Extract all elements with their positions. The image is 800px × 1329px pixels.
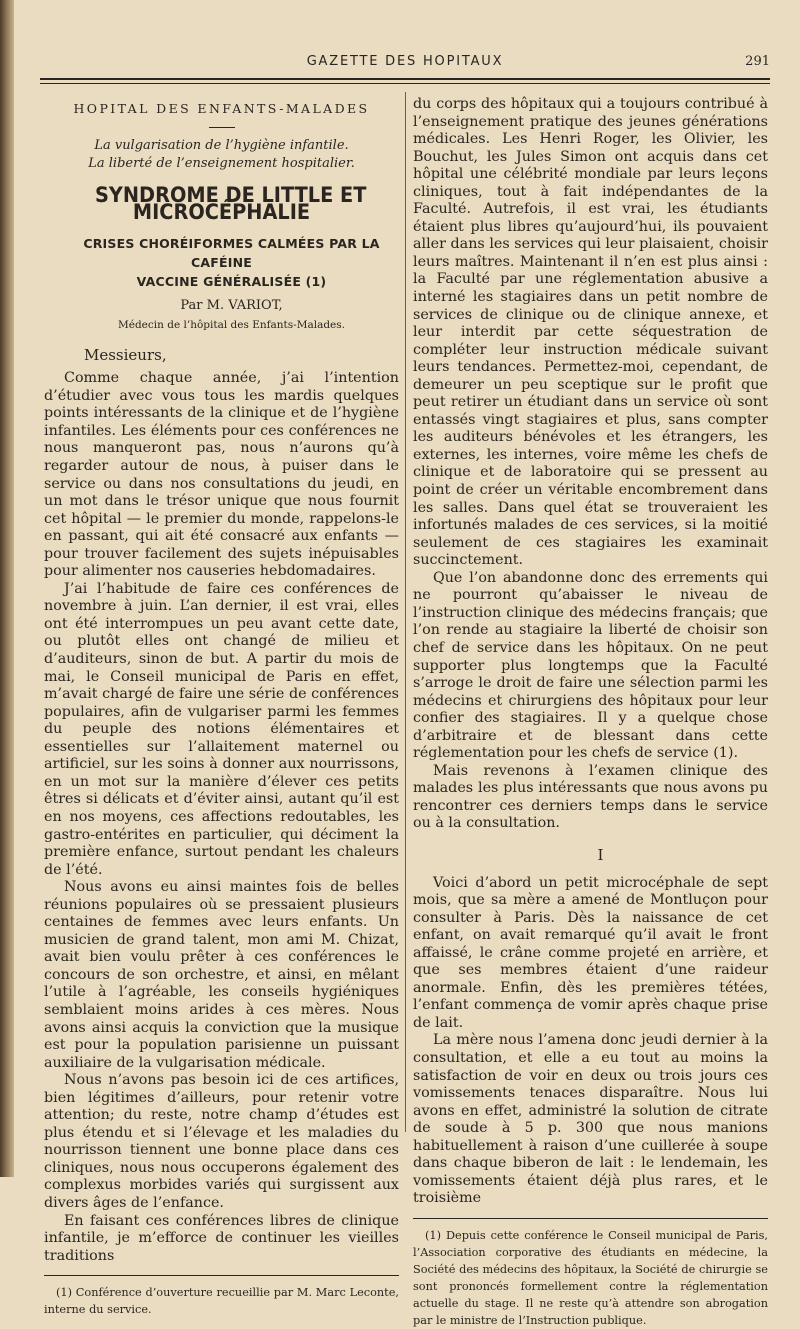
footnote-rule — [44, 1275, 399, 1276]
body-paragraph: Comme chaque année, j’ai l’intention d’étudier avec vous tous les mardis quelques points intéressants de la clinique et de l’hygiène infantiles. Les éléments pour ces conférences ne nous manqueront pas, nous n’aurons qu’à regarder autour de nous, à puiser dans le service ou dans nos consultations du jeudi, en un mot dans le trésor unique que nous fournit cet hôpital — le premier du monde, rappelons-le en passant, qui ait été consacré aux enfants — pour trouver facilement des sujets inépuisables pour alimenter nos causeries hebdomadaires. — [44, 370, 399, 580]
epigraph-line-1: La vulgarisation de l’hygiène infantile. — [94, 137, 349, 153]
footnote-rule — [413, 1218, 768, 1219]
short-rule — [209, 127, 235, 128]
journal-title: GAZETTE DES HOPITAUX — [306, 54, 504, 69]
author: Par M. VARIOT, — [180, 297, 283, 313]
left-column — [44, 96, 399, 1318]
section-number: I — [597, 845, 604, 864]
hospital-heading: HOPITAL DES ENFANTS-MALADES — [73, 101, 370, 116]
salutation: Messieurs, — [84, 345, 167, 364]
footnote: (1) Conférence d’ouverture recueillie par M. Marc Leconte, interne du service. — [44, 1286, 399, 1317]
body-paragraph: Que l’on abandonne donc des errements qui ne pourront qu’abaisser le niveau de l’instruction clinique des médecins français; que l’on rende au stagiaire la liberté de choisir son chef de service dans les hôpitaux. On ne peut supporter plus longtemps que la Faculté s’arroge le droit de faire une sélection parmi les médecins et chirurgiens des hôpitaux pour leur confier des stagiaires. Il y a quelque chose d’arbitraire et de blessant dans cette réglementation pour les chefs de service (1). — [413, 569, 768, 762]
running-head — [40, 54, 770, 72]
body-paragraph: Nous n’avons pas besoin ici de ces artifices, bien légitimes d’ailleurs, pour retenir votre attention; du reste, notre champ d’études est plus étendu et si l’élevage et les maladies du nourrisson tiennent une bonne place dans ces cliniques, nous nous occuperons également des complexus morbides variés qui surgissent aux divers âges de l’enfance. — [44, 1072, 399, 1211]
column-divider — [405, 92, 406, 1132]
body-paragraph: Mais revenons à l’examen clinique des malades les plus intéressants que nous avons pu rencontrer ces derniers temps dans le service ou à la consultation. — [413, 762, 768, 832]
article-title: SYNDROME DE LITTLE ET MICROCÉPHALIE — [94, 182, 367, 225]
body-paragraph: La mère nous l’amena donc jeudi dernier à la consultation, et elle a eu tout au moins la satisfaction de voir en deux ou trois jours ces vomissements tenaces disparaître. Nous lui avons en effet, administré la solution de citrate de soude à 5 p. 300 que nous manions habituellement à raison d’une cuillerée à soupe dans chaque biberon de lait : le lendemain, les vomissements étaient déjà plus rares, et le troisième — [413, 1032, 768, 1207]
body-paragraph: J’ai l’habitude de faire ces conférences de novembre à juin. L’an dernier, il est vrai, elles ont été interrompues un peu avant cette date, ou plutôt elles ont changé de milieu et d’auditeurs, sinon de but. A partir du mois de mai, le Conseil municipal de Paris en effet, m’avait chargé de faire une série de conférences populaires, afin de vulgariser parmi les femmes du peuple des notions élémentaires et essentielles sur l’allaitement maternel ou artificiel, sur les soins à donner aux nourrissons, en un mot sur la manière d’élever ces petits êtres si délicats et d’éviter ainsi, autant qu’il est en nos moyens, ces affections redoutables, les gastro-entérites en particulier, qui déciment la première enfance, surtout pendant les chaleurs de l’été. — [44, 580, 399, 878]
page-number: 291 — [745, 54, 770, 69]
header-rule — [40, 78, 770, 84]
right-column — [413, 96, 768, 1329]
footnote: (1) Depuis cette conférence le Conseil municipal de Paris, l’Association corporative des étudiants en médecine, la Société des médecins des hôpitaux, la Société de chirurgie se sont prononcés formellement contre la réglementation actuelle du stage. Il ne reste qu’à attendre son abrogation par le ministre de l’Instruction publique. — [413, 1228, 768, 1327]
subtitle-line-2: VACCINE GÉNÉRALISÉE (1) — [136, 273, 327, 289]
subtitle-line-1: CRISES CHORÉIFORMES CALMÉES PAR LA CAFÉINE — [83, 235, 380, 270]
body-paragraph: du corps des hôpitaux qui a toujours contribué à l’enseignement pratique des jeunes générations médicales. Les Henri Roger, les Olivier, les Bouchut, les Jules Simon ont acquis dans cet hôpital une célébrité mondiale par leurs leçons cliniques, tout à fait indépendantes de la Faculté. Autrefois, il est vrai, les étudiants étaient plus libres qu’aujourd’hui, ils pouvaient aller dans les services qui leur plaisaient, choisir leurs maîtres. Maintenant il n’en est plus ainsi : la Faculté par une réglementation abusive a interné les stagiaires dans un petit nombre de services de clinique ou de clinique annexe, et leur interdit par cette séquestration de compléter leur instruction médicale suivant leurs tendances. Permettez-moi, cependant, de demeurer un peu sceptique sur le profit que peut retirer un étudiant dans un service où sont entassés vingt stagiaires et plus, sans compter les auditeurs bénévoles et les étrangers, les externes, les internes, voire même les chefs de clinique et de laboratoire qui se pressent au point de créer un véritable encombrement dans les salles. Dans quel état se trouveraient les infortunés malades de ces services, si la moitié seulement de ces stagiaires les examinait succinctement. — [413, 96, 768, 569]
body-paragraph: Voici d’abord un petit microcéphale de sept mois, que sa mère a amené de Montluçon pour consulter à Paris. Dès la naissance de cet enfant, on avait remarqué qu’il avait le front affaissé, le crâne comme projeté en arrière, et que ses membres étaient d’une raideur anormale. Enfin, dès les premières tétées, l’enfant commença de vomir après chaque prise de lait. — [413, 874, 768, 1031]
newspaper-page — [40, 0, 770, 1327]
body-paragraph: En faisant ces conférences libres de clinique infantile, je m’efforce de continuer les vieilles traditions — [44, 1212, 399, 1264]
epigraph-line-2: La liberté de l’enseignement hospitalier. — [88, 155, 355, 171]
author-affiliation: Médecin de l’hôpital des Enfants-Malades. — [118, 319, 345, 332]
body-paragraph: Nous avons eu ainsi maintes fois de belles réunions populaires où se pressaient plusieurs centaines de femmes avec leurs enfants. Un musicien de grand talent, mon ami M. Chizat, avait bien voulu prêter à ces conférences le concours de son orchestre, et ainsi, en mêlant l’utile à l’agréable, les conseils hygiéniques semblaient moins arides à ces mères. Nous avons ainsi acquis la conviction que la musique est pour la population parisienne un puissant auxiliaire de la vulgarisation médicale. — [44, 879, 399, 1071]
page-binding — [0, 0, 14, 1177]
